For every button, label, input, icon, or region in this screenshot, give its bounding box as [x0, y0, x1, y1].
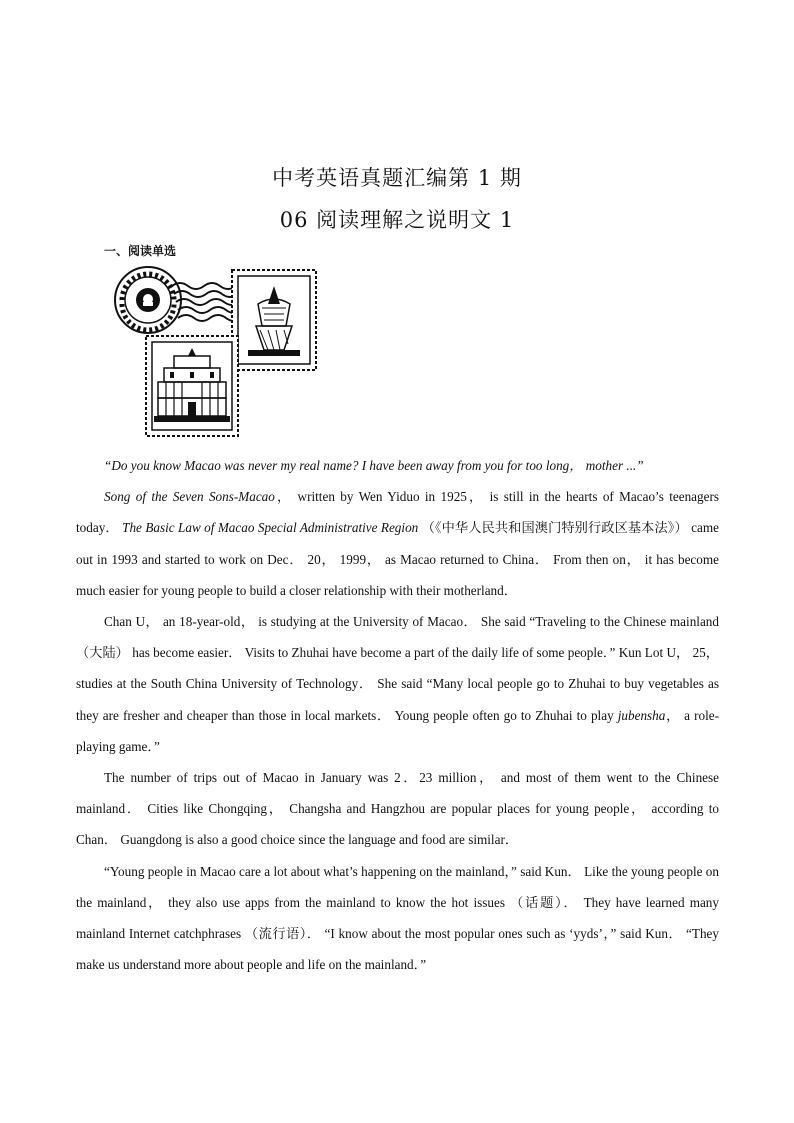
- quote-paragraph: [76, 450, 719, 481]
- jubensha-term: jubensha: [617, 707, 666, 723]
- paragraph-1-text-cont: （《中华人民共和国澳门特别行政区基本法》） came out in 1993 and started to work on Dec． 20， 1999， as Macao returned to China． From then on， it has become much easier for young people to build a closer relationship with their motherland．: [76, 520, 719, 598]
- paragraph-3: The number of trips out of Macao in January was 2．23 million， and most of them went to the Chinese mainland． Cities like Chongqing， Changsha and Hangzhou are popular places for young people， according to Chan． Guangdong is also a good choice since the language and food are similar．: [76, 770, 719, 848]
- basic-law-title: The Basic Law of Macao Special Administrative Region: [122, 520, 419, 536]
- paragraph-2-text: Chan U， an 18-year-old， is studying at the University of Macao． She said “Traveling to the Chinese mainland （大陆） has become easier． Visits to Zhuhai have become a part of the daily life of some people．” Kun Lot U， 25， studies at the South China University of Technology． She said “Many local people go to Zhuhai to buy vegetables as they are fresher and cheaper than those in local markets． Young people often go to Zhuhai to play: [76, 614, 719, 723]
- paragraph-1-text: ， written by Wen Yiduo in 1925， is still in the hearts of Macao’s teenagers today．: [76, 489, 719, 536]
- paragraph-2: [76, 606, 719, 762]
- paragraph-4: “Young people in Macao care a lot about what’s happening on the mainland，” said Kun． Like the young people on the mainland， they also use apps from the mainland to know the hot issues （话题）． They have learned many mainland Internet catchphrases （流行语）． “I know about the most popular ones such as ‘yyds’，” said Kun． “They make us understand more about people and life on the mainland．”: [76, 863, 719, 973]
- song-title: Song of the Seven Sons-Macao: [104, 489, 275, 505]
- article-body: [76, 450, 719, 980]
- paragraph-2-text-cont: ， a role-playing game．”: [76, 707, 720, 754]
- paragraph-1: [76, 481, 719, 606]
- section-heading: 一、阅读单选: [104, 244, 177, 258]
- stamp-tower-icon: [232, 270, 316, 370]
- stamp-ruins-icon: [146, 336, 238, 436]
- opening-quote: “Do you know Macao was never my real name? I have been away from you for too long， mother ...”: [104, 458, 644, 473]
- document-title: 中考英语真题汇编第 1 期: [272, 166, 522, 190]
- postmark-icon: [115, 267, 181, 333]
- macao-stamps-illustration: [108, 264, 324, 440]
- document-subtitle: 06 阅读理解之说明文 1: [279, 208, 515, 232]
